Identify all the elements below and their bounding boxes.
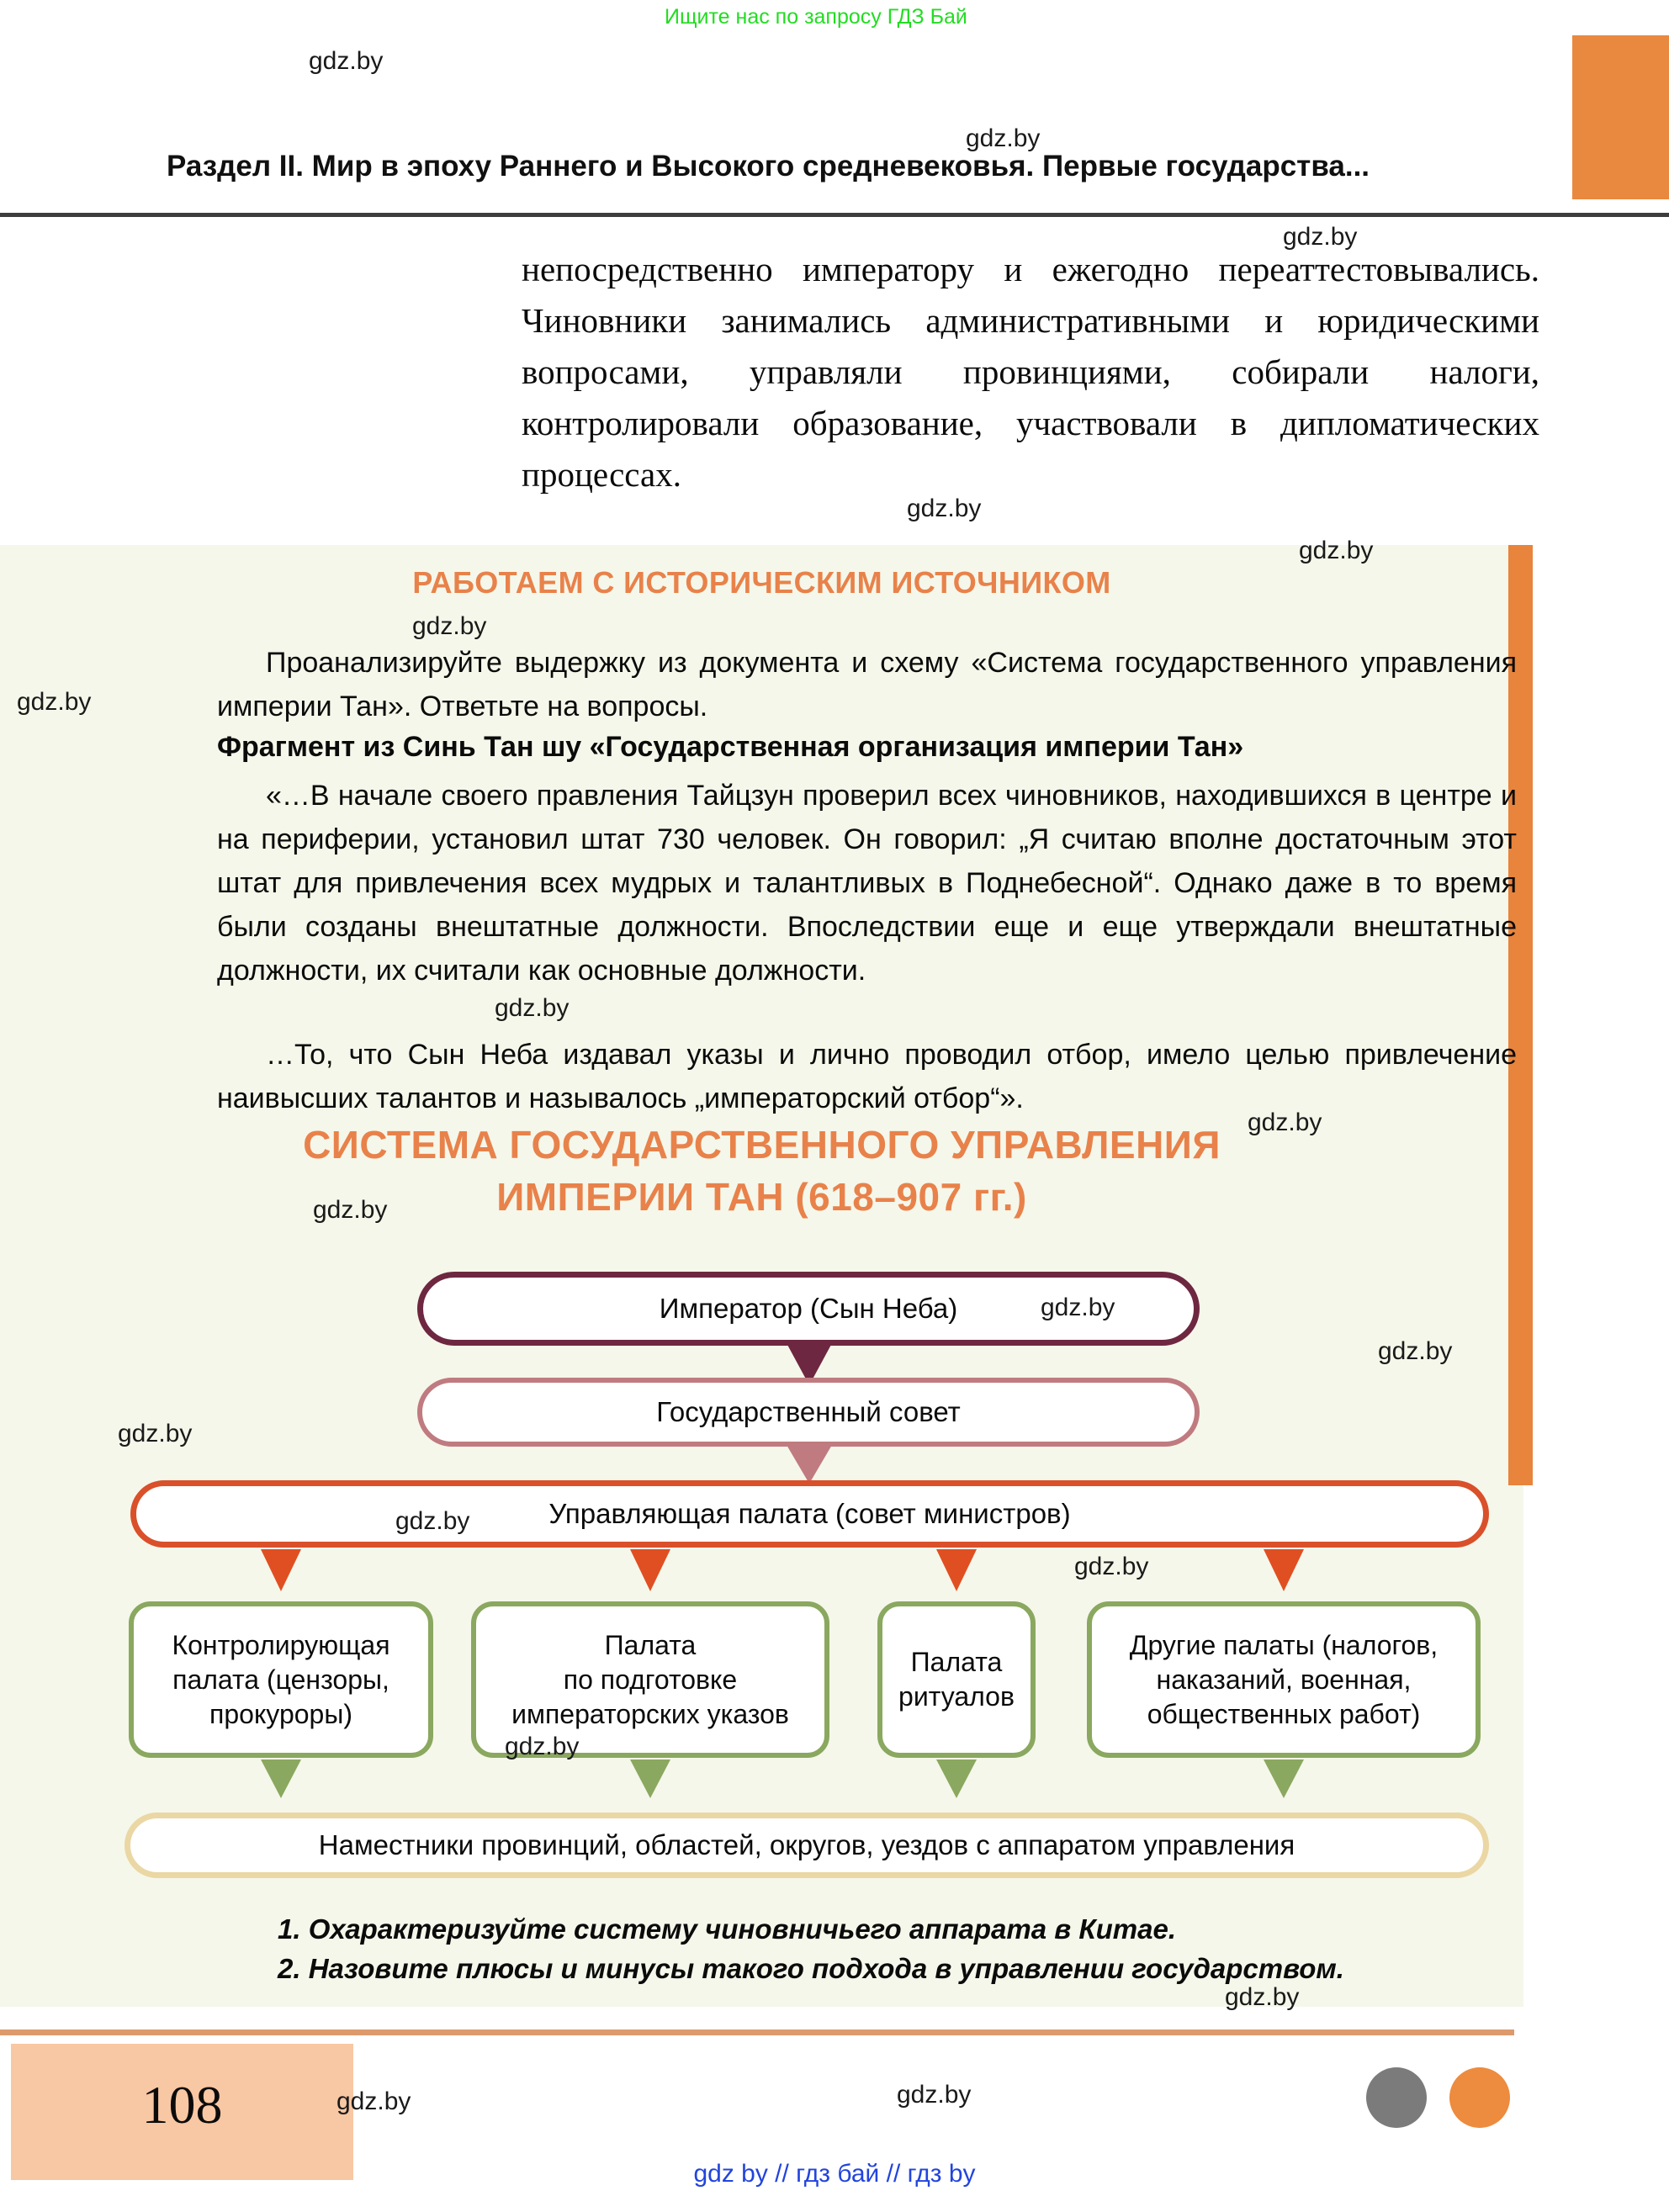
arrow-chamber-to-green-1 (261, 1549, 301, 1591)
watermark-banner: Ищите нас по запросу ГДЗ Бай (665, 5, 967, 29)
diagram-node-governors (125, 1812, 1489, 1878)
page-header-title: Раздел II. Мир в эпоху Раннего и Высокого средневековья. Первые государства... (166, 150, 1370, 183)
source-section-heading: РАБОТАЕМ С ИСТОРИЧЕСКИМ ИСТОЧНИКОМ (412, 565, 1111, 600)
source-intro-text (217, 641, 1517, 728)
orange-corner-tab (1572, 35, 1669, 199)
watermark-gdz-11: gdz.by (1041, 1294, 1115, 1321)
watermark-gdz-8: gdz.by (495, 994, 570, 1022)
diagram-node-control-chamber (129, 1601, 433, 1758)
diagram-node-rituals-chamber-label: Палата ритуалов (898, 1647, 1015, 1712)
diagram-node-governing-chamber-label: Управляющая палата (совет министров) (548, 1498, 1071, 1529)
diagram-node-state-council-label: Государственный совет (656, 1396, 961, 1427)
header-divider-rule (0, 213, 1669, 217)
diagram-title-line-1: СИСТЕМА ГОСУДАРСТВЕННОГО УПРАВЛЕНИЯ (303, 1123, 1221, 1167)
diagram-node-decrees-chamber (471, 1601, 829, 1758)
source-quote-first-label: «…В начале своего правления Тайцзун проверил всех чиновников, находившихся в центре и на периферии, установил штат 730 человек. Он говорил: „Я считаю вполне достаточным этот штат для привлечения всех мудрых и талантливых в Поднебесной“. Однако даже в то время были созданы внештатные должности. Впоследствии еще и еще утверждали внештатные должности, их считали как основные должности. (217, 780, 1517, 987)
watermark-gdz-2: gdz.by (966, 124, 1041, 152)
intro-paragraph: непосредственно императору и ежегодно переаттестовывались. Чиновники занимались административными и юридическими вопросами, управляли провинциями, собирали налоги, контролировали образование, участвовали в дипломатических процессах. (522, 250, 1539, 494)
diagram-node-decrees-chamber-label: Палата по подготовке императорских указов (511, 1629, 789, 1729)
question-item-2: 2. Назовите плюсы и минусы такого подхода в управлении государством. (278, 1953, 1344, 1984)
source-fragment-title: Фрагмент из Синь Тан шу «Государственная организация империи Тан» (217, 731, 1244, 763)
watermark-gdz-6: gdz.by (412, 612, 487, 640)
arrow-green-2-to-governors (630, 1760, 670, 1798)
question-item-1: 1. Охарактеризуйте систему чиновничьего аппарата в Китае. (278, 1913, 1176, 1945)
arrow-green-1-to-governors (261, 1760, 301, 1798)
watermark-gdz-15: gdz.by (1074, 1553, 1149, 1580)
source-quote-second (217, 1033, 1517, 1120)
diagram-node-other-chambers-label: Другие палаты (налогов, наказаний, военная, общественных работ) (1129, 1629, 1439, 1729)
watermark-gdz-14: gdz.by (395, 1507, 470, 1535)
diagram-node-emperor-label: Император (Сын Неба) (659, 1293, 958, 1324)
diagram-node-state-council (417, 1378, 1200, 1447)
arrow-council-to-chamber (787, 1445, 832, 1484)
diagram-node-rituals-chamber (877, 1601, 1036, 1758)
watermark-gdz-3: gdz.by (1283, 223, 1358, 251)
footer-site-link[interactable]: gdz by // гдз бай // гдз by (693, 2160, 976, 2188)
watermark-gdz-12: gdz.by (1378, 1337, 1453, 1365)
orange-circle-decoration (1449, 2067, 1510, 2128)
arrow-chamber-to-green-3 (936, 1549, 977, 1591)
diagram-node-other-chambers (1087, 1601, 1481, 1758)
watermark-gdz-9: gdz.by (1248, 1109, 1322, 1136)
diagram-node-governing-chamber (130, 1480, 1489, 1548)
source-quote-first (217, 774, 1517, 992)
watermark-gdz-10: gdz.by (313, 1196, 388, 1224)
watermark-gdz-1: gdz.by (309, 47, 384, 75)
watermark-gdz-18: gdz.by (897, 2081, 972, 2109)
footer-divider-rule (0, 2029, 1514, 2035)
arrow-chamber-to-green-2 (630, 1549, 670, 1591)
arrow-green-3-to-governors (936, 1760, 977, 1798)
watermark-gdz-19: gdz.by (336, 2088, 411, 2115)
arrow-chamber-to-green-4 (1264, 1549, 1304, 1591)
diagram-node-control-chamber-label: Контролирующая палата (цензоры, прокуроры) (172, 1629, 390, 1729)
watermark-gdz-16: gdz.by (505, 1733, 580, 1760)
page-number: 108 (141, 2075, 223, 2135)
watermark-gdz-7: gdz.by (17, 688, 92, 716)
watermark-gdz-17: gdz.by (1225, 1983, 1300, 2011)
watermark-gdz-5: gdz.by (1299, 537, 1374, 564)
diagram-node-emperor (417, 1272, 1200, 1346)
watermark-gdz-13: gdz.by (118, 1420, 193, 1447)
diagram-title-line-2: ИМПЕРИИ ТАН (618–907 гг.) (496, 1175, 1027, 1219)
source-intro-label: Проанализируйте выдержку из документа и схему «Система государственного управления империи Тан». Ответьте на вопросы. (217, 647, 1517, 722)
source-quote-second-label: …То, что Сын Неба издавал указы и лично проводил отбор, имело целью привлечение наивысших талантов и называлось „императорский отбор“». (217, 1039, 1517, 1114)
questions-list (278, 1909, 1455, 1988)
arrow-green-4-to-governors (1264, 1760, 1304, 1798)
gray-circle-decoration (1366, 2067, 1427, 2128)
watermark-gdz-4: gdz.by (907, 495, 982, 522)
diagram-node-governors-label: Наместники провинций, областей, округов, уездов с аппаратом управления (318, 1829, 1295, 1860)
diagram-title (0, 1119, 1523, 1223)
